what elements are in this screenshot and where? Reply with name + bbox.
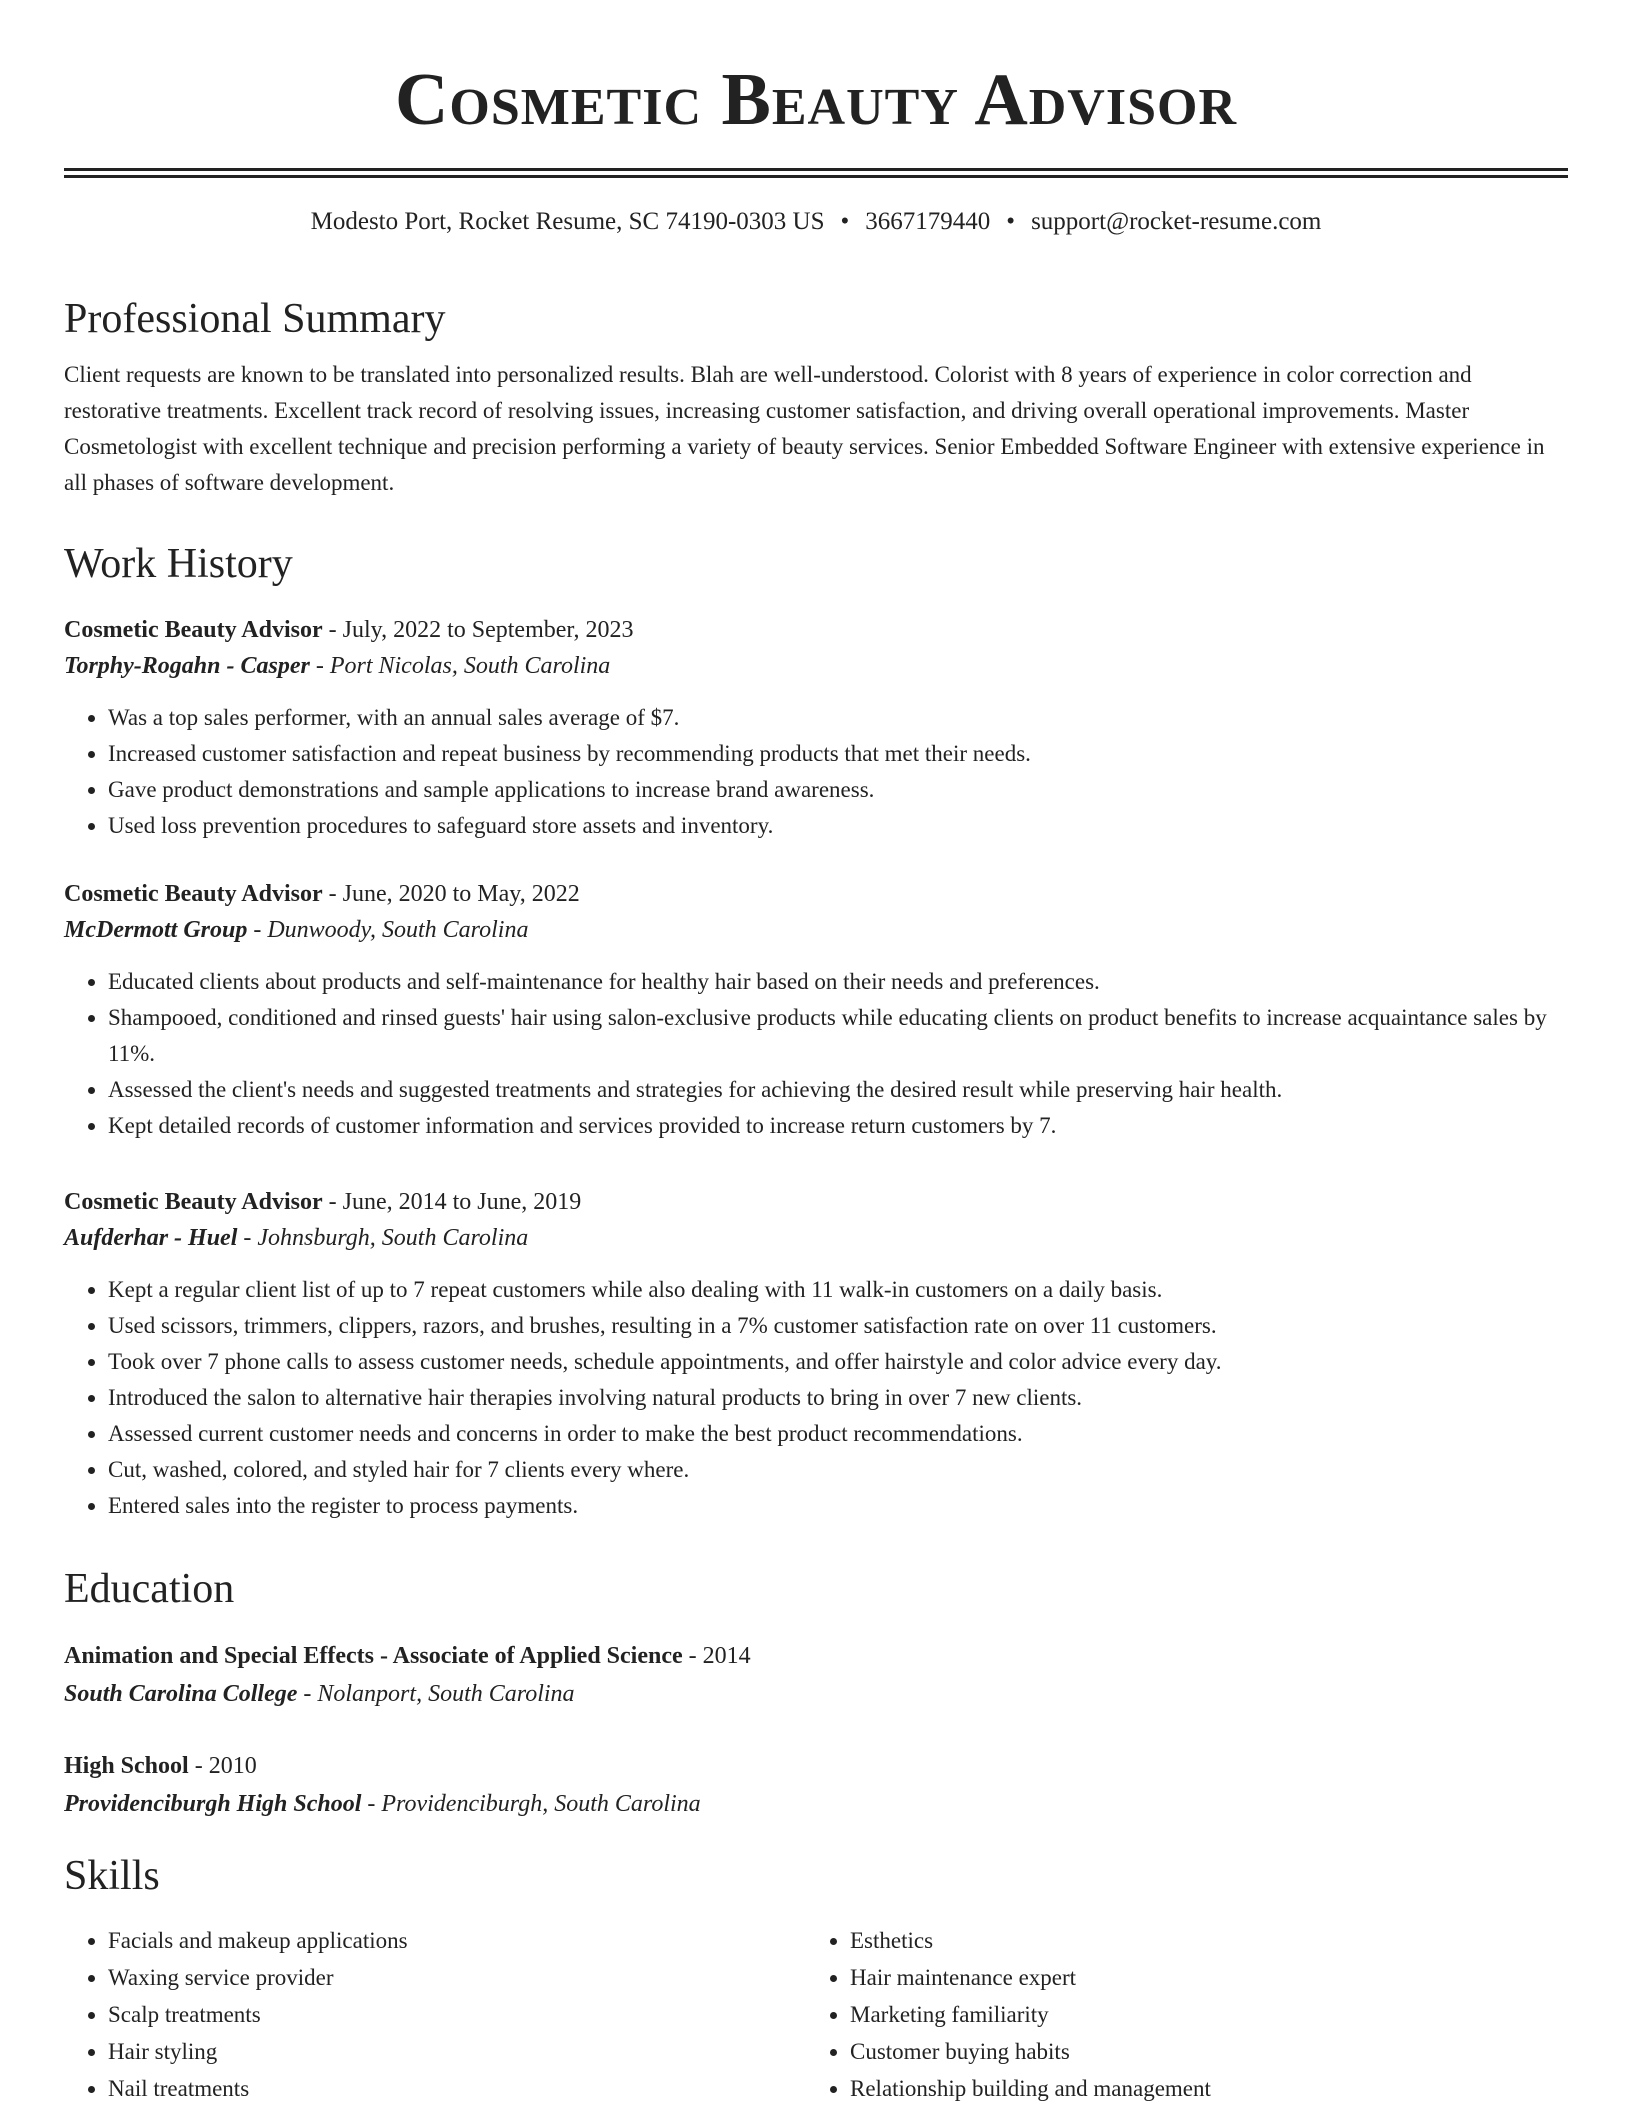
company-location: - Port Nicolas, South Carolina — [309, 653, 611, 679]
contact-address: Modesto Port, Rocket Resume, SC 74190-0303 US — [310, 208, 825, 235]
company-line — [64, 912, 1568, 952]
skill-item: • Scalp treatments — [108, 1996, 806, 2033]
list-item: • Took over 7 phone calls to assess customer needs, schedule appointments, and offer hairstyle and color advice every day. — [108, 1344, 1568, 1380]
skill-item: • Esthetics — [850, 1922, 1548, 1959]
education-header — [64, 1636, 1568, 1676]
education-heading: Education — [64, 1566, 235, 1612]
education-entry — [64, 1746, 1568, 1826]
job-dates: - July, 2022 to September, 2023 — [322, 617, 634, 643]
title-divider — [64, 168, 1568, 178]
company-line — [64, 648, 1568, 688]
company-name: Torphy-Rogahn - Casper — [64, 653, 310, 679]
contact-separator: • — [1006, 208, 1016, 235]
graduation-year: - 2014 — [682, 1643, 751, 1669]
contact-separator: • — [840, 208, 850, 235]
skill-item: • Marketing familiarity — [850, 1996, 1548, 2033]
list-item: • Kept detailed records of customer information and services provided to increase return customers by 7. — [108, 1108, 1568, 1144]
education-entry — [64, 1636, 1568, 1716]
job-header — [64, 1184, 1568, 1220]
job-dates: - June, 2020 to May, 2022 — [322, 881, 580, 907]
skills-column-left — [64, 1922, 806, 2107]
job-header — [64, 612, 1568, 648]
resume-title: Cosmetic Beauty Advisor — [394, 59, 1238, 141]
job-entry — [64, 876, 1568, 1144]
school-location: - Nolanport, South Carolina — [297, 1681, 575, 1707]
company-name: McDermott Group — [64, 917, 248, 943]
skill-item: • Facials and makeup applications — [108, 1922, 806, 1959]
school-line — [64, 1676, 1568, 1716]
job-header — [64, 876, 1568, 912]
contact-phone: 3667179440 — [865, 208, 991, 235]
contact-line — [64, 206, 1568, 238]
skills-heading: Skills — [64, 1853, 160, 1899]
contact-email: support@rocket-resume.com — [1031, 208, 1322, 235]
summary-text: Client requests are known to be translated into personalized results. Blah are well-understood. Colorist with 8 years of experience in color correction and restorative treatments. Excellent track record of resolving issues, increasing customer satisfaction, and driving overall operational improvements. Master Cosmetologist with excellent technique and precision performing a variety of beauty services. Senior Embedded Software Engineer with extensive experience in all phases of software development. — [64, 362, 1545, 495]
company-location: - Dunwoody, South Carolina — [247, 917, 529, 943]
skill-item: • Customer buying habits — [850, 2033, 1548, 2070]
graduation-year: - 2010 — [188, 1753, 257, 1779]
list-item: • Entered sales into the register to process payments. — [108, 1488, 1568, 1524]
job-title: Cosmetic Beauty Advisor — [64, 881, 323, 907]
work-history-heading: Work History — [64, 541, 293, 587]
skill-item: • Nail treatments — [108, 2070, 806, 2107]
school-name: Providenciburgh High School — [64, 1791, 362, 1817]
job-bullets — [64, 1272, 1568, 1524]
list-item: • Shampooed, conditioned and rinsed guests' hair using salon-exclusive products while educating clients on product benefits to increase acquaintance sales by 11%. — [108, 1000, 1568, 1072]
list-item: • Gave product demonstrations and sample applications to increase brand awareness. — [108, 772, 1568, 808]
list-item: • Used scissors, trimmers, clippers, razors, and brushes, resulting in a 7% customer satisfaction rate on over 11 customers. — [108, 1308, 1568, 1344]
skill-item: • Waxing service provider — [108, 1959, 806, 1996]
skill-item: • Hair styling — [108, 2033, 806, 2070]
job-entry — [64, 1184, 1568, 1524]
job-title: Cosmetic Beauty Advisor — [64, 617, 323, 643]
list-item: • Increased customer satisfaction and repeat business by recommending products that met their needs. — [108, 736, 1568, 772]
list-item: • Introduced the salon to alternative hair therapies involving natural products to bring in over 7 new clients. — [108, 1380, 1568, 1416]
skills-list — [64, 1922, 1568, 2107]
degree-name: High School — [64, 1753, 189, 1779]
list-item: • Was a top sales performer, with an annual sales average of $7. — [108, 700, 1568, 736]
company-location: - Johnsburgh, South Carolina — [237, 1225, 529, 1251]
job-entry — [64, 612, 1568, 844]
list-item: • Assessed current customer needs and concerns in order to make the best product recommendations. — [108, 1416, 1568, 1452]
skills-column-right — [806, 1922, 1548, 2107]
school-line — [64, 1786, 1568, 1826]
skill-item: • Hair maintenance expert — [850, 1959, 1548, 1996]
education-header — [64, 1746, 1568, 1786]
school-location: - Providenciburgh, South Carolina — [361, 1791, 701, 1817]
degree-name: Animation and Special Effects - Associate of Applied Science — [64, 1643, 683, 1669]
list-item: • Educated clients about products and self-maintenance for healthy hair based on their needs and preferences. — [108, 964, 1568, 1000]
company-line — [64, 1220, 1568, 1260]
job-title: Cosmetic Beauty Advisor — [64, 1189, 323, 1215]
summary-section — [64, 295, 1568, 501]
summary-heading: Professional Summary — [64, 296, 446, 342]
school-name: South Carolina College — [64, 1681, 298, 1707]
company-name: Aufderhar - Huel — [64, 1225, 238, 1251]
job-bullets — [64, 700, 1568, 844]
list-item: • Cut, washed, colored, and styled hair for 7 clients every where. — [108, 1452, 1568, 1488]
list-item: • Kept a regular client list of up to 7 repeat customers while also dealing with 11 walk-in customers on a daily basis. — [108, 1272, 1568, 1308]
job-bullets — [64, 964, 1568, 1144]
job-dates: - June, 2014 to June, 2019 — [322, 1189, 582, 1215]
skill-item: • Relationship building and management — [850, 2070, 1548, 2107]
list-item: • Used loss prevention procedures to safeguard store assets and inventory. — [108, 808, 1568, 844]
list-item: • Assessed the client's needs and suggested treatments and strategies for achieving the desired result while preserving hair health. — [108, 1072, 1568, 1108]
